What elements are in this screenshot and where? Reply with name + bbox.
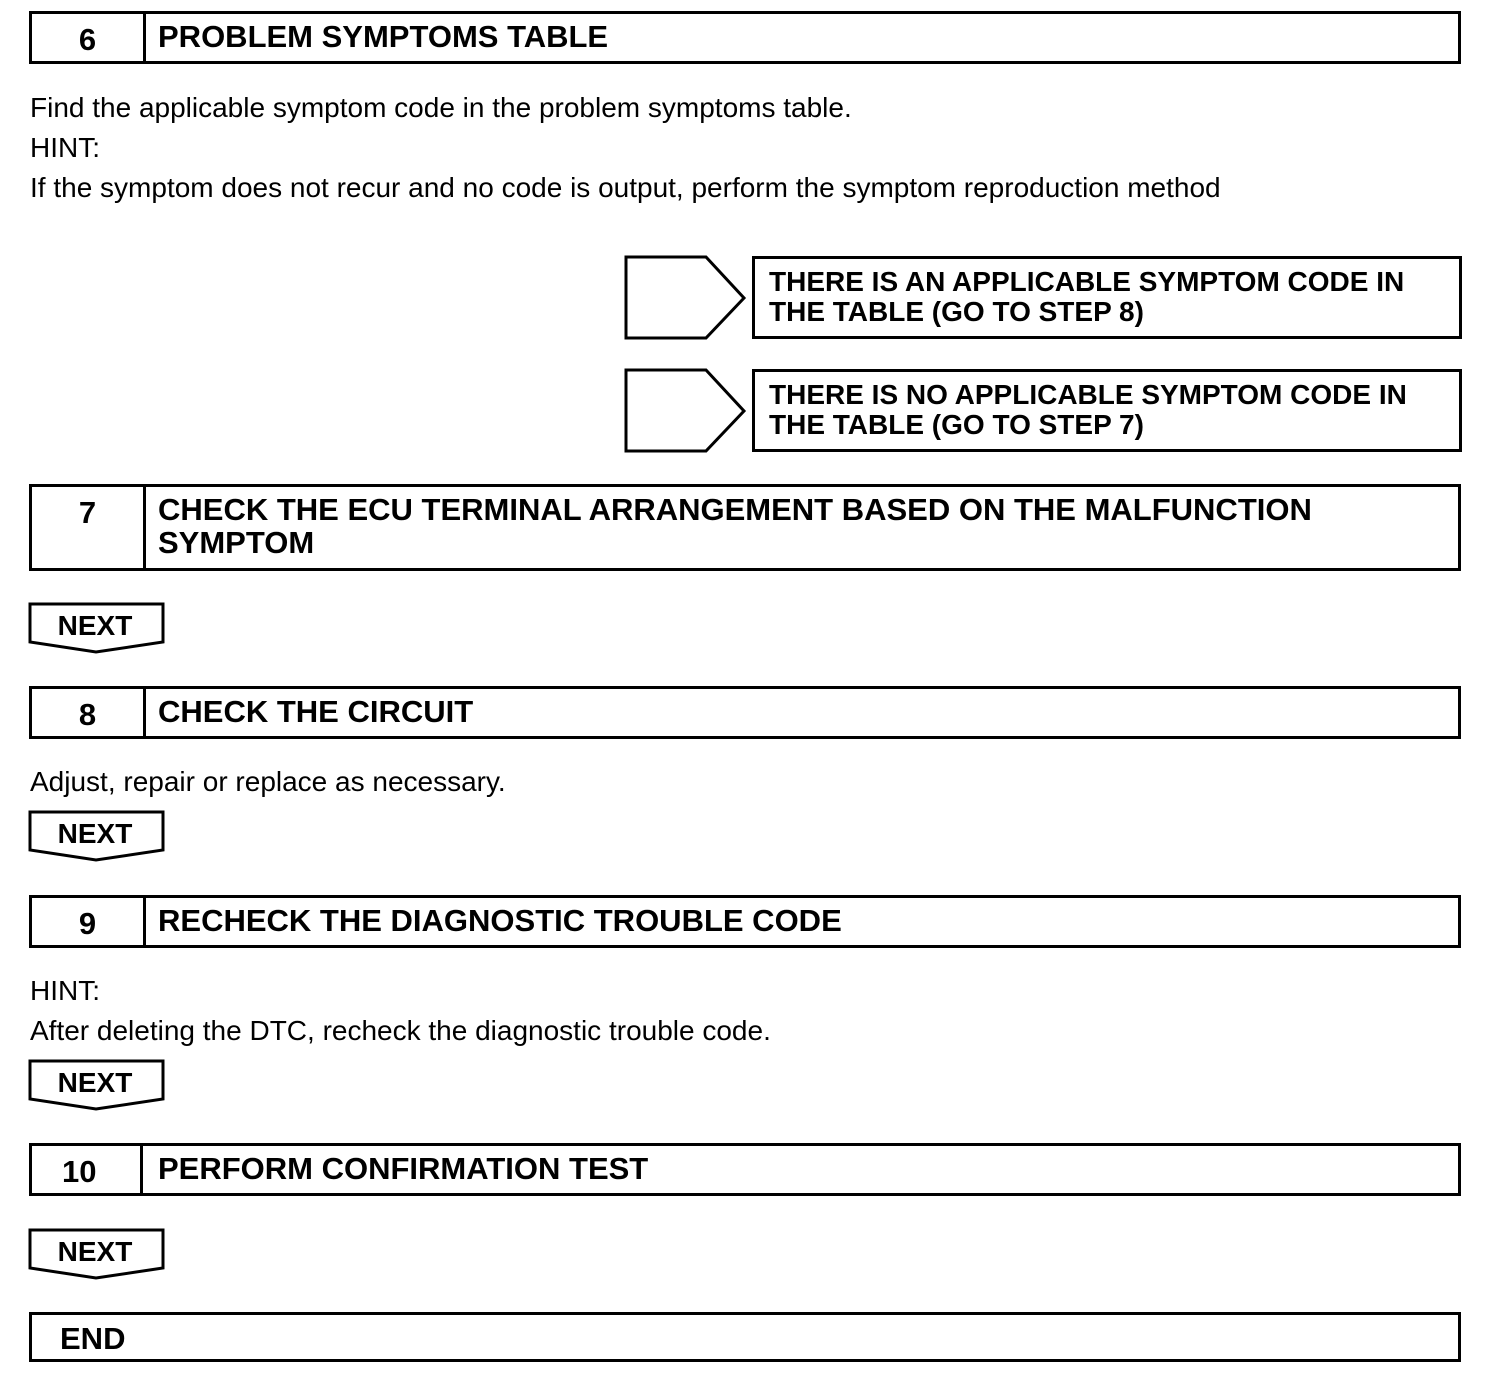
next-button[interactable]	[28, 1059, 166, 1111]
step-title-line: SYMPTOM	[158, 525, 315, 560]
step-number: 7	[32, 487, 146, 568]
next-label: NEXT	[57, 610, 133, 641]
step-number: 6	[32, 14, 146, 61]
next-button[interactable]	[28, 810, 166, 862]
result-line: THE TABLE (GO TO STEP 8)	[769, 296, 1144, 327]
step-9-hint-text: After deleting the DTC, recheck the diagnostic trouble code.	[30, 1015, 771, 1046]
step-6-header	[29, 11, 1461, 64]
step-7-header	[29, 484, 1461, 571]
step-title-line: CHECK THE ECU TERMINAL ARRANGEMENT BASED ON THE MALFUNCTION	[158, 492, 1312, 527]
step-8-instruction: Adjust, repair or replace as necessary.	[30, 766, 506, 797]
result-arrow-icon	[624, 368, 748, 454]
result-applicable-code	[752, 256, 1462, 339]
step-6-instruction: Find the applicable symptom code in the problem symptoms table.	[30, 92, 852, 123]
next-label: NEXT	[57, 1067, 133, 1098]
step-9-hint-label: HINT:	[30, 975, 100, 1006]
result-line: THE TABLE (GO TO STEP 7)	[769, 409, 1144, 440]
result-line: THERE IS NO APPLICABLE SYMPTOM CODE IN	[769, 379, 1407, 410]
next-button[interactable]	[28, 1228, 166, 1280]
step-title	[158, 493, 1448, 559]
step-6-hint-text: If the symptom does not recur and no code is output, perform the symptom reproduction method	[30, 172, 1221, 203]
next-button[interactable]	[28, 602, 166, 654]
step-8-header	[29, 686, 1461, 739]
step-number: 8	[32, 689, 146, 736]
step-9-header	[29, 895, 1461, 948]
step-title: RECHECK THE DIAGNOSTIC TROUBLE CODE	[158, 903, 842, 938]
step-title: PROBLEM SYMPTOMS TABLE	[158, 19, 609, 54]
step-10-header	[29, 1143, 1461, 1196]
step-title: PERFORM CONFIRMATION TEST	[158, 1151, 649, 1186]
step-number: 9	[32, 898, 146, 945]
step-title: CHECK THE CIRCUIT	[158, 694, 474, 729]
step-6-hint-label: HINT:	[30, 132, 100, 163]
result-line: THERE IS AN APPLICABLE SYMPTOM CODE IN	[769, 266, 1405, 297]
result-arrow-icon	[624, 255, 748, 341]
next-label: NEXT	[57, 818, 133, 849]
next-label: NEXT	[57, 1236, 133, 1267]
end-box: END	[29, 1312, 1461, 1362]
result-no-applicable-code	[752, 369, 1462, 452]
step-number: 10	[32, 1146, 143, 1193]
